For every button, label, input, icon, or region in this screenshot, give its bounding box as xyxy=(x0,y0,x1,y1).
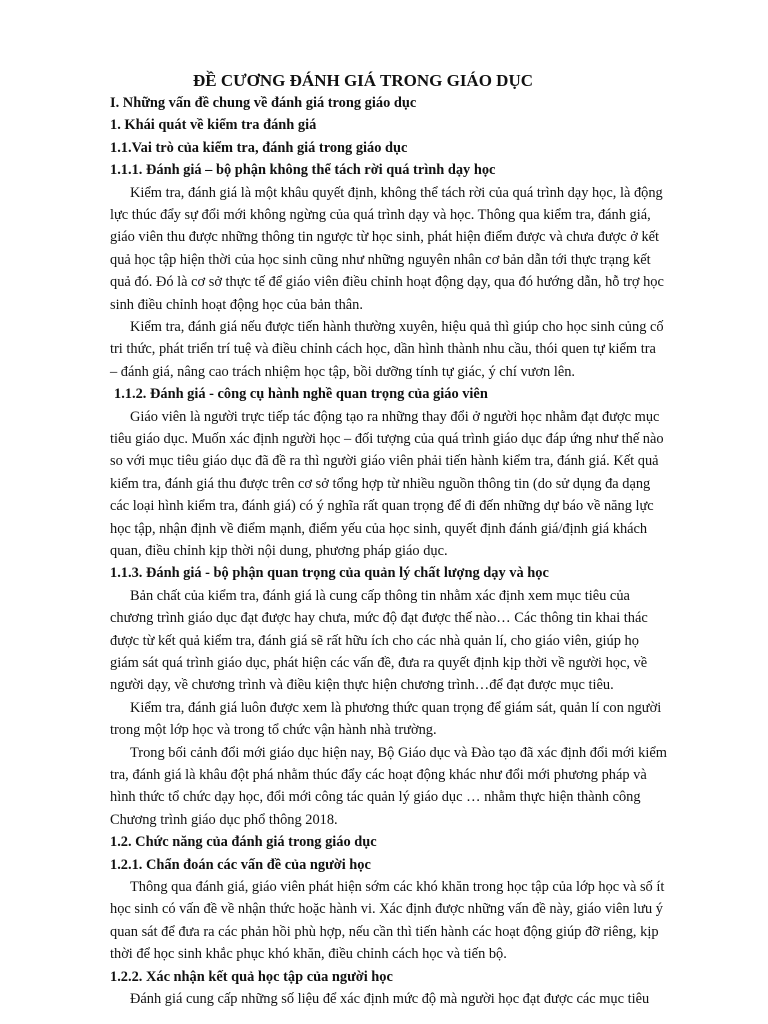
paragraph-line: so với mục tiêu giáo dục đã đề ra thì người giáo viên phải tiến hành kiểm tra, đánh giá. Kết quả xyxy=(110,453,659,470)
paragraph-line: tra, đánh giá là khâu đột phá nhằm thúc đẩy các hoạt động khác như đổi mới phương pháp và xyxy=(110,767,647,783)
section-1-1-3-heading: 1.1.3. Đánh giá - bộ phận quan trọng của quản lý chất lượng dạy và học xyxy=(110,565,549,582)
section-1-heading: 1. Khái quát về kiểm tra đánh giá xyxy=(110,117,317,134)
paragraph-line: Bản chất của kiểm tra, đánh giá là cung cấp thông tin nhằm xác định xem mục tiêu của xyxy=(130,587,630,604)
paragraph-line: hình thức tổ chức dạy học, đổi mới công tác quản lý giáo dục … nhằm thực hiện thành công xyxy=(110,789,641,806)
paragraph-line: Thông qua đánh giá, giáo viên phát hiện sớm các khó khăn trong học tập của lớp học và số ít xyxy=(130,879,665,895)
paragraph-line: kiểm tra, đánh giá thu được trên cơ sở tổng hợp từ nhiều nguồn thông tin (do sử dụng đa dạng xyxy=(110,475,651,492)
paragraph-line: quan sát để đưa ra các phản hồi phù hợp, nếu cần thì tiến hành các hoạt động giúp đỡ riêng, kịp xyxy=(110,923,659,940)
paragraph-line: tri thức, phát triển trí tuệ và điều chỉnh cách học, dần hình thành nhu cầu, thói quen tự kiểm tra xyxy=(110,341,656,358)
paragraph-line: trong một lớp học và trong tổ chức vận hành nhà trường. xyxy=(110,722,437,739)
paragraph-line: thời để học sinh khắc phục khó khăn, điều chỉnh cách học và tiến bộ. xyxy=(110,946,507,963)
paragraph-line: Kiểm tra, đánh giá là một khâu quyết định, không thể tách rời của quá trình dạy học, là động xyxy=(130,184,663,201)
paragraph-line: Chương trình giáo dục phổ thông 2018. xyxy=(110,811,338,828)
paragraph-line: học tập, nhận định về điểm mạnh, điểm yếu của học sinh, quyết định đánh giá/định giá khách xyxy=(110,520,648,537)
paragraph-line: các loại hình kiểm tra, đánh giá) có ý nghĩa rất quan trọng để đi đến những dự báo về năng lực xyxy=(110,498,654,515)
part-1-heading: I. Những vấn đề chung về đánh giá trong giáo dục xyxy=(110,95,417,111)
paragraph-line: Kiểm tra, đánh giá nếu được tiến hành thường xuyên, hiệu quả thì giúp cho học sinh củng cố xyxy=(130,319,664,335)
paragraph-line: lực thúc đẩy sự đổi mới không ngừng của quá trình dạy và học. Thông qua kiểm tra, đánh giá, xyxy=(110,207,651,223)
paragraph-line: học sinh có vấn đề về nhận thức hoặc hành vi. Xác định được những vấn đề này, giáo viên lưu ý xyxy=(110,901,663,918)
section-1-2-2-heading: 1.2.2. Xác nhận kết quả học tập của người học xyxy=(110,968,393,985)
paragraph-line: quan, điều chỉnh kịp thời nội dung, phương pháp giáo dục. xyxy=(110,543,448,559)
section-1-1-2-heading: 1.1.2. Đánh giá - công cụ hành nghề quan trọng của giáo viên xyxy=(114,386,488,403)
section-1-2-1-heading: 1.2.1. Chẩn đoán các vấn đề của người học xyxy=(110,856,371,873)
paragraph-line: quả học tập hiện thời của học sinh cũng như những nguyên nhân cơ bản dẫn tới thực trạng kết xyxy=(110,251,651,268)
paragraph-line: được từ kết quả kiểm tra, đánh giá sẽ rất hữu ích cho các nhà quản lí, cho giáo viên, giúp họ xyxy=(110,632,639,649)
section-1-1-1-heading: 1.1.1. Đánh giá – bộ phận không thể tách rời quá trình dạy học xyxy=(110,162,496,179)
paragraph-line: người dạy, về chương trình và điều kiện thực hiện chương trình…để đạt được mục tiêu. xyxy=(110,677,614,694)
paragraph-line: – đánh giá, nâng cao trách nhiệm học tập, bồi dưỡng tính tự giác, ý chí vươn lên. xyxy=(110,363,576,380)
paragraph-line: giám sát quá trình giáo dục, phát hiện các vấn đề, đưa ra quyết định kịp thời về người học, về xyxy=(110,655,648,671)
paragraph-line: giáo viên thu được những thông tin ngược từ học sinh, phát hiện điểm được và chưa được ở kết xyxy=(110,229,660,246)
paragraph-line: quả đó. Đó là cơ sở thực tế để giáo viên điều chỉnh hoạt động dạy, qua đó hướng dẫn, hỗ trợ học xyxy=(110,274,664,291)
paragraph-line: Trong bối cảnh đổi mới giáo dục hiện nay, Bộ Giáo dục và Đào tạo đã xác định đổi mới kiểm xyxy=(130,744,667,761)
paragraph-line: chương trình giáo dục đạt được hay chưa, mức độ đạt được thế nào… Các thông tin khai thác xyxy=(110,610,648,627)
paragraph-line: Giáo viên là người trực tiếp tác động tạo ra những thay đổi ở người học nhằm đạt được mục xyxy=(130,408,660,425)
section-1-2-heading: 1.2. Chức năng của đánh giá trong giáo dục xyxy=(110,834,377,851)
paragraph-line: sinh điều chỉnh hoạt động học của bản thân. xyxy=(110,296,363,313)
paragraph-line: Kiểm tra, đánh giá luôn được xem là phương thức quan trọng để giám sát, quản lí con người xyxy=(130,699,662,716)
paragraph-line: Đánh giá cung cấp những số liệu để xác định mức độ mà người học đạt được các mục tiêu xyxy=(130,991,650,1007)
document-title: ĐỀ CƯƠNG ĐÁNH GIÁ TRONG GIÁO DỤC xyxy=(193,71,534,90)
paragraph-line: tiêu giáo dục. Muốn xác định người học – đối tượng của quá trình giáo dục đáp ứng như thế nào xyxy=(110,431,664,447)
section-1-1-heading: 1.1.Vai trò của kiểm tra, đánh giá trong giáo dục xyxy=(110,139,408,156)
